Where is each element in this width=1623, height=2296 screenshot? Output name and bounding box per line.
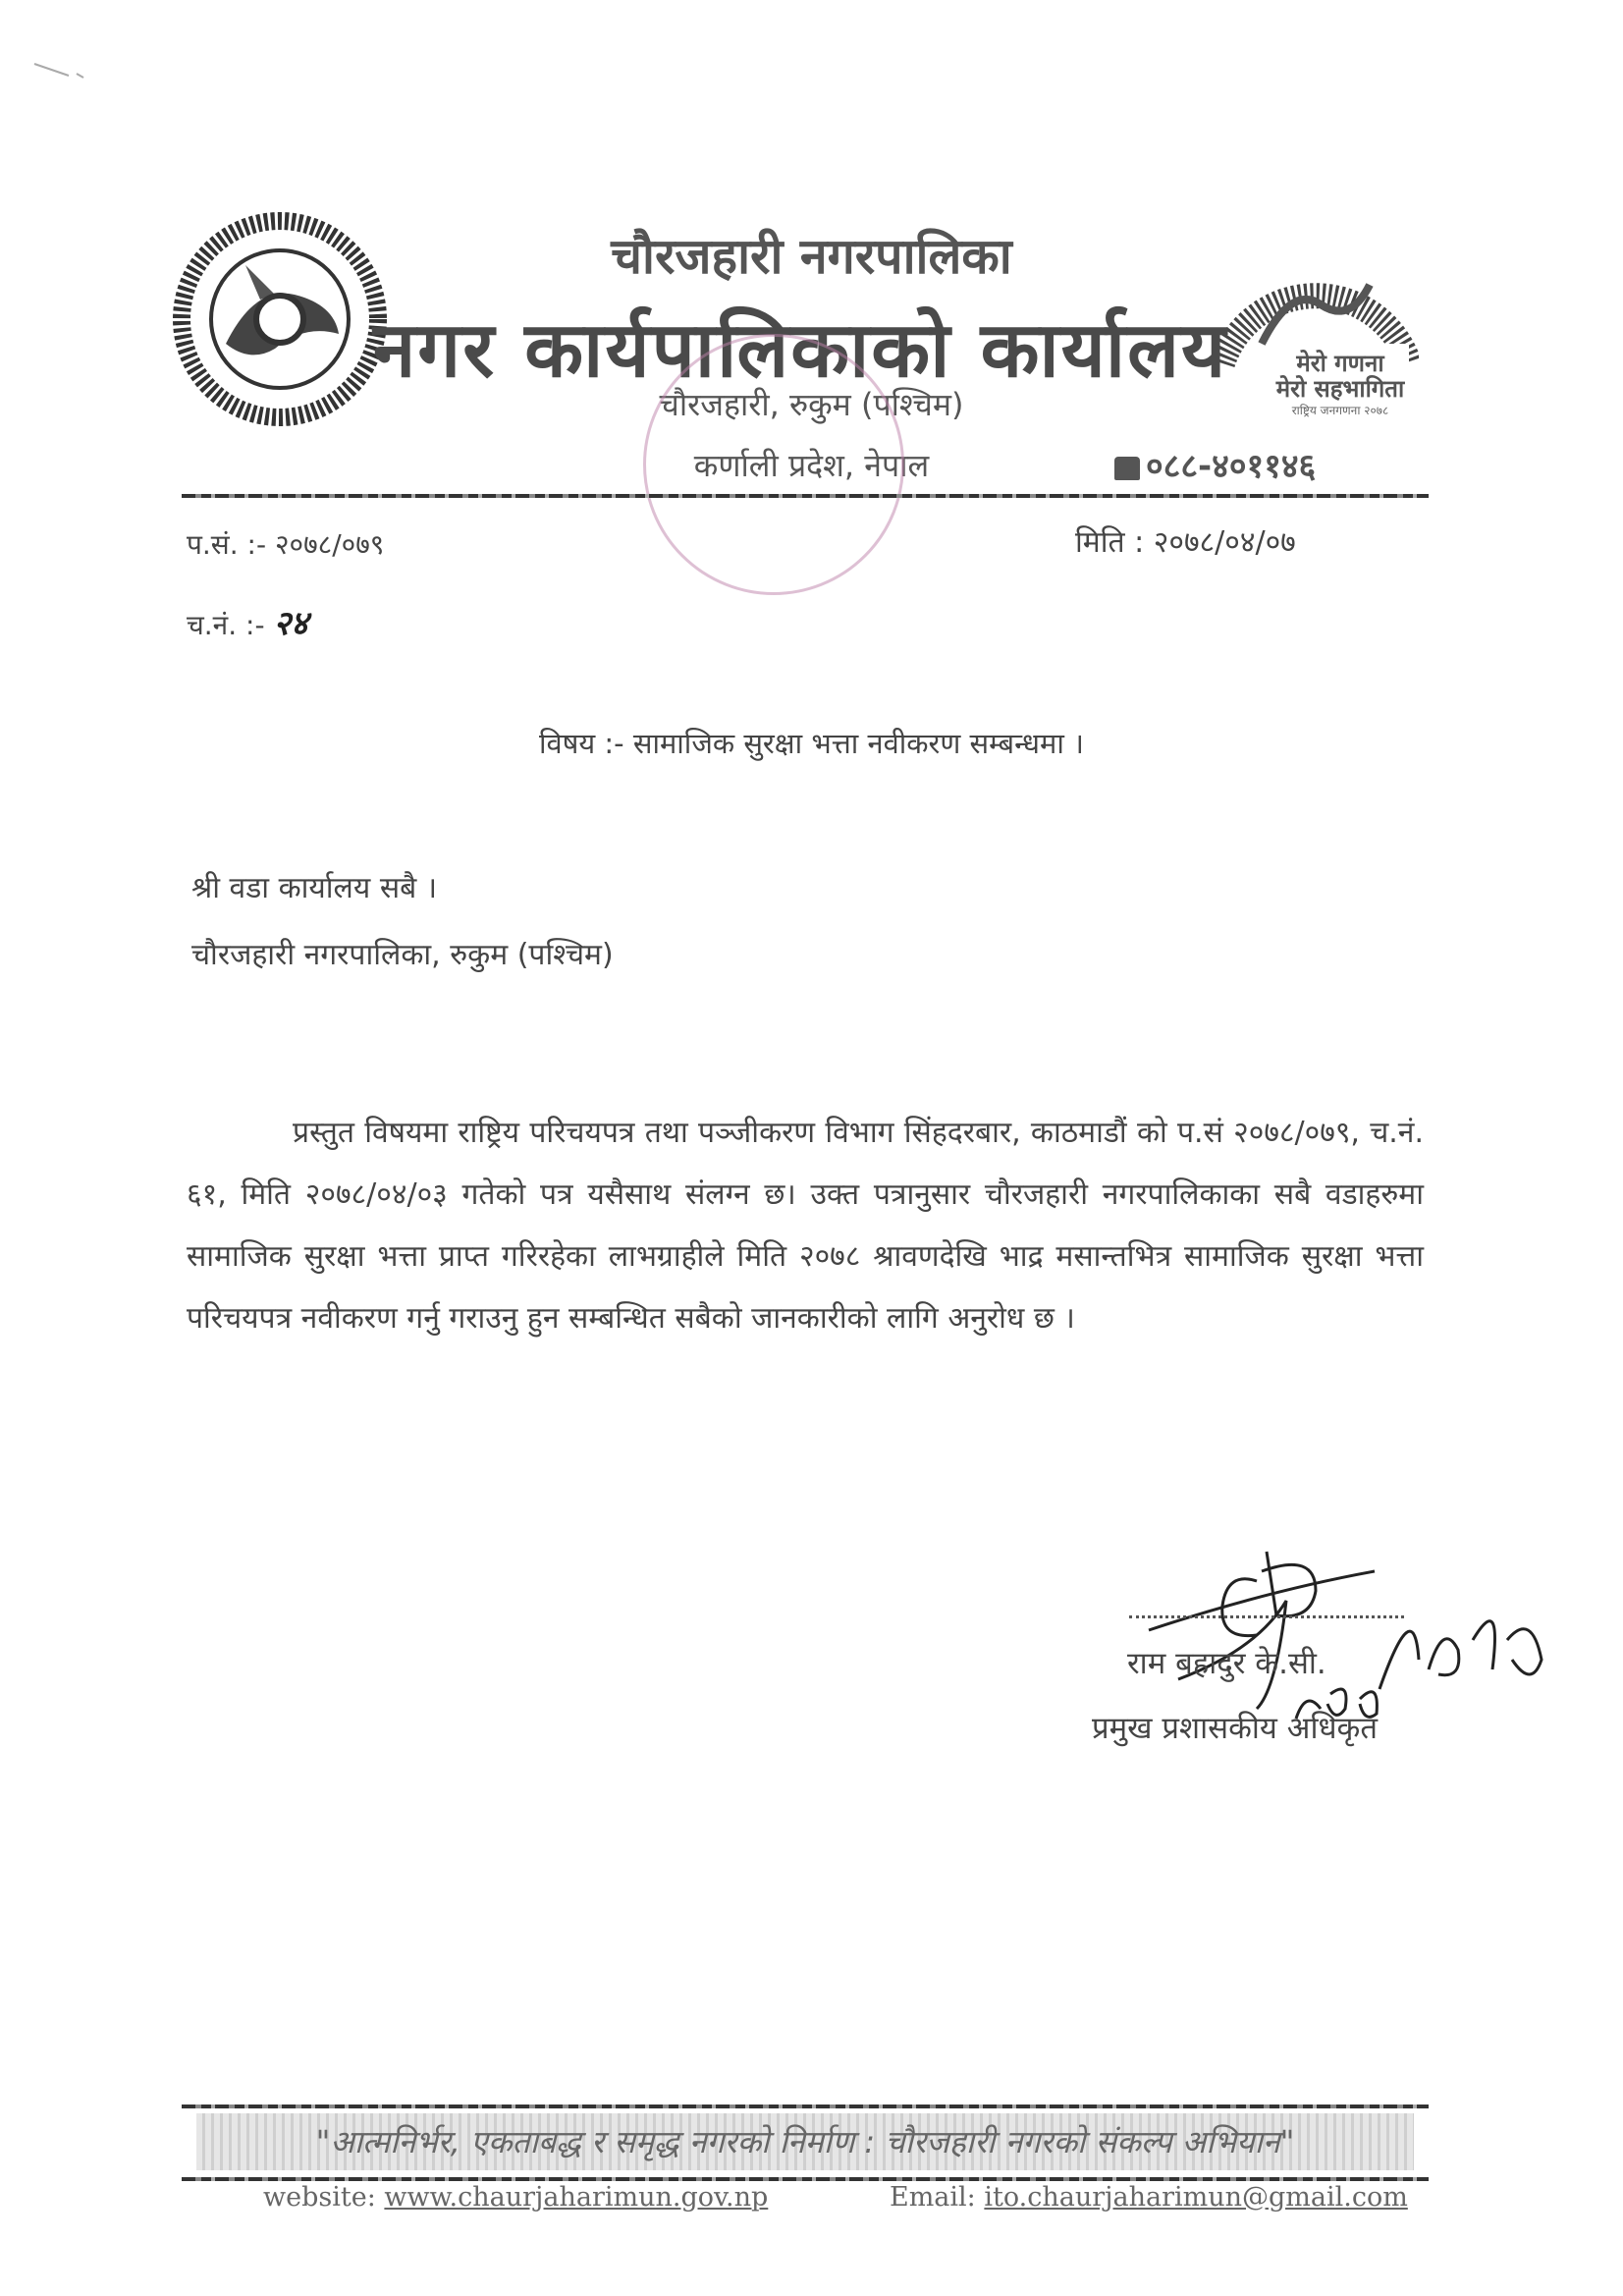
letter-subject: विषय :- सामाजिक सुरक्षा भत्ता नवीकरण सम्बन्धमा । <box>538 727 1085 760</box>
recipient-line-1: श्री वडा कार्यालय सबै । <box>191 871 438 905</box>
phone-value: ०८८-४०११४६ <box>1146 447 1317 486</box>
office-address: चौरजहारी, रुकुम (पश्चिम) <box>659 386 964 423</box>
header-divider <box>182 494 1429 498</box>
letter-body: प्रस्तुत विषयमा राष्ट्रिय परिचयपत्र तथा पञ्जीकरण विभाग सिंहदरबार, काठमाडौं को प.सं २०७८/०७९, च.नं. ६१, मिति २०७८/०४/०३ गतेको पत्र यसैसाथ संलग्न छ। उक्त पत्रानुसार चौरजहारी नगरपालिकाका सबै वडाहरुमा सामाजिक सुरक्षा भत्ता प्राप्त गरिरहेका लाभग्राहीले मिति २०७८ श्रावणदेखि भाद्र मसान्तभित्र सामाजिक सुरक्षा भत्ता परिचयपत्र नवीकरण गर्नु गराउनु हुन सम्बन्धित सबैको जानकारीको लागि अनुरोध छ । <box>187 1116 1424 1336</box>
footer-divider-bottom <box>182 2177 1429 2181</box>
municipality-name: चौरजहारी नगरपालिका <box>611 228 1012 285</box>
website-link[interactable]: www.chaurjaharimun.gov.np <box>384 2182 769 2213</box>
website-label: website: <box>263 2182 376 2213</box>
footer-email <box>890 2182 1408 2213</box>
office-province: कर्णाली प्रदेश, नेपाल <box>693 447 930 484</box>
recipient-line-2: चौरजहारी नगरपालिका, रुकुम (पश्चिम) <box>191 938 614 972</box>
signature-line <box>1129 1615 1404 1618</box>
dispatch-number <box>187 599 308 644</box>
letter-date: मिति : २०७८/०४/०७ <box>1075 525 1296 560</box>
reference-number: प.सं. :- २०७८/०७९ <box>187 528 385 561</box>
office-name: नगर कार्यपालिकाको कार्यालय <box>373 306 1228 395</box>
dispatch-value: २४ <box>273 604 308 643</box>
dispatch-label: च.नं. :- <box>187 609 265 641</box>
signer-name: राम बहादुर के.सी. <box>1127 1646 1326 1681</box>
email-link[interactable]: ito.chaurjaharimun@gmail.com <box>984 2182 1408 2213</box>
svg-text:राष्ट्रिय जनगणना २०७८: राष्ट्रिय जनगणना २०७८ <box>1291 404 1389 417</box>
email-label: Email: <box>890 2182 976 2213</box>
footer-website <box>263 2182 768 2213</box>
scan-mark <box>29 54 88 93</box>
svg-text:मेरो सहभागिता: मेरो सहभागिता <box>1275 375 1405 403</box>
signer-title: प्रमुख प्रशासकीय अधिकृत <box>1092 1711 1379 1746</box>
footer-divider-top <box>182 2105 1429 2108</box>
phone-icon <box>1114 457 1140 480</box>
footer-slogan: "आत्मनिर्भर, एकताबद्ध र समृद्ध नगरको निर्माण : चौरजहारी नगरको संकल्प अभियान" <box>196 2113 1414 2170</box>
office-stamp <box>643 334 904 595</box>
svg-text:मेरो गणना: मेरो गणना <box>1296 350 1384 377</box>
phone-number <box>1114 442 1316 487</box>
